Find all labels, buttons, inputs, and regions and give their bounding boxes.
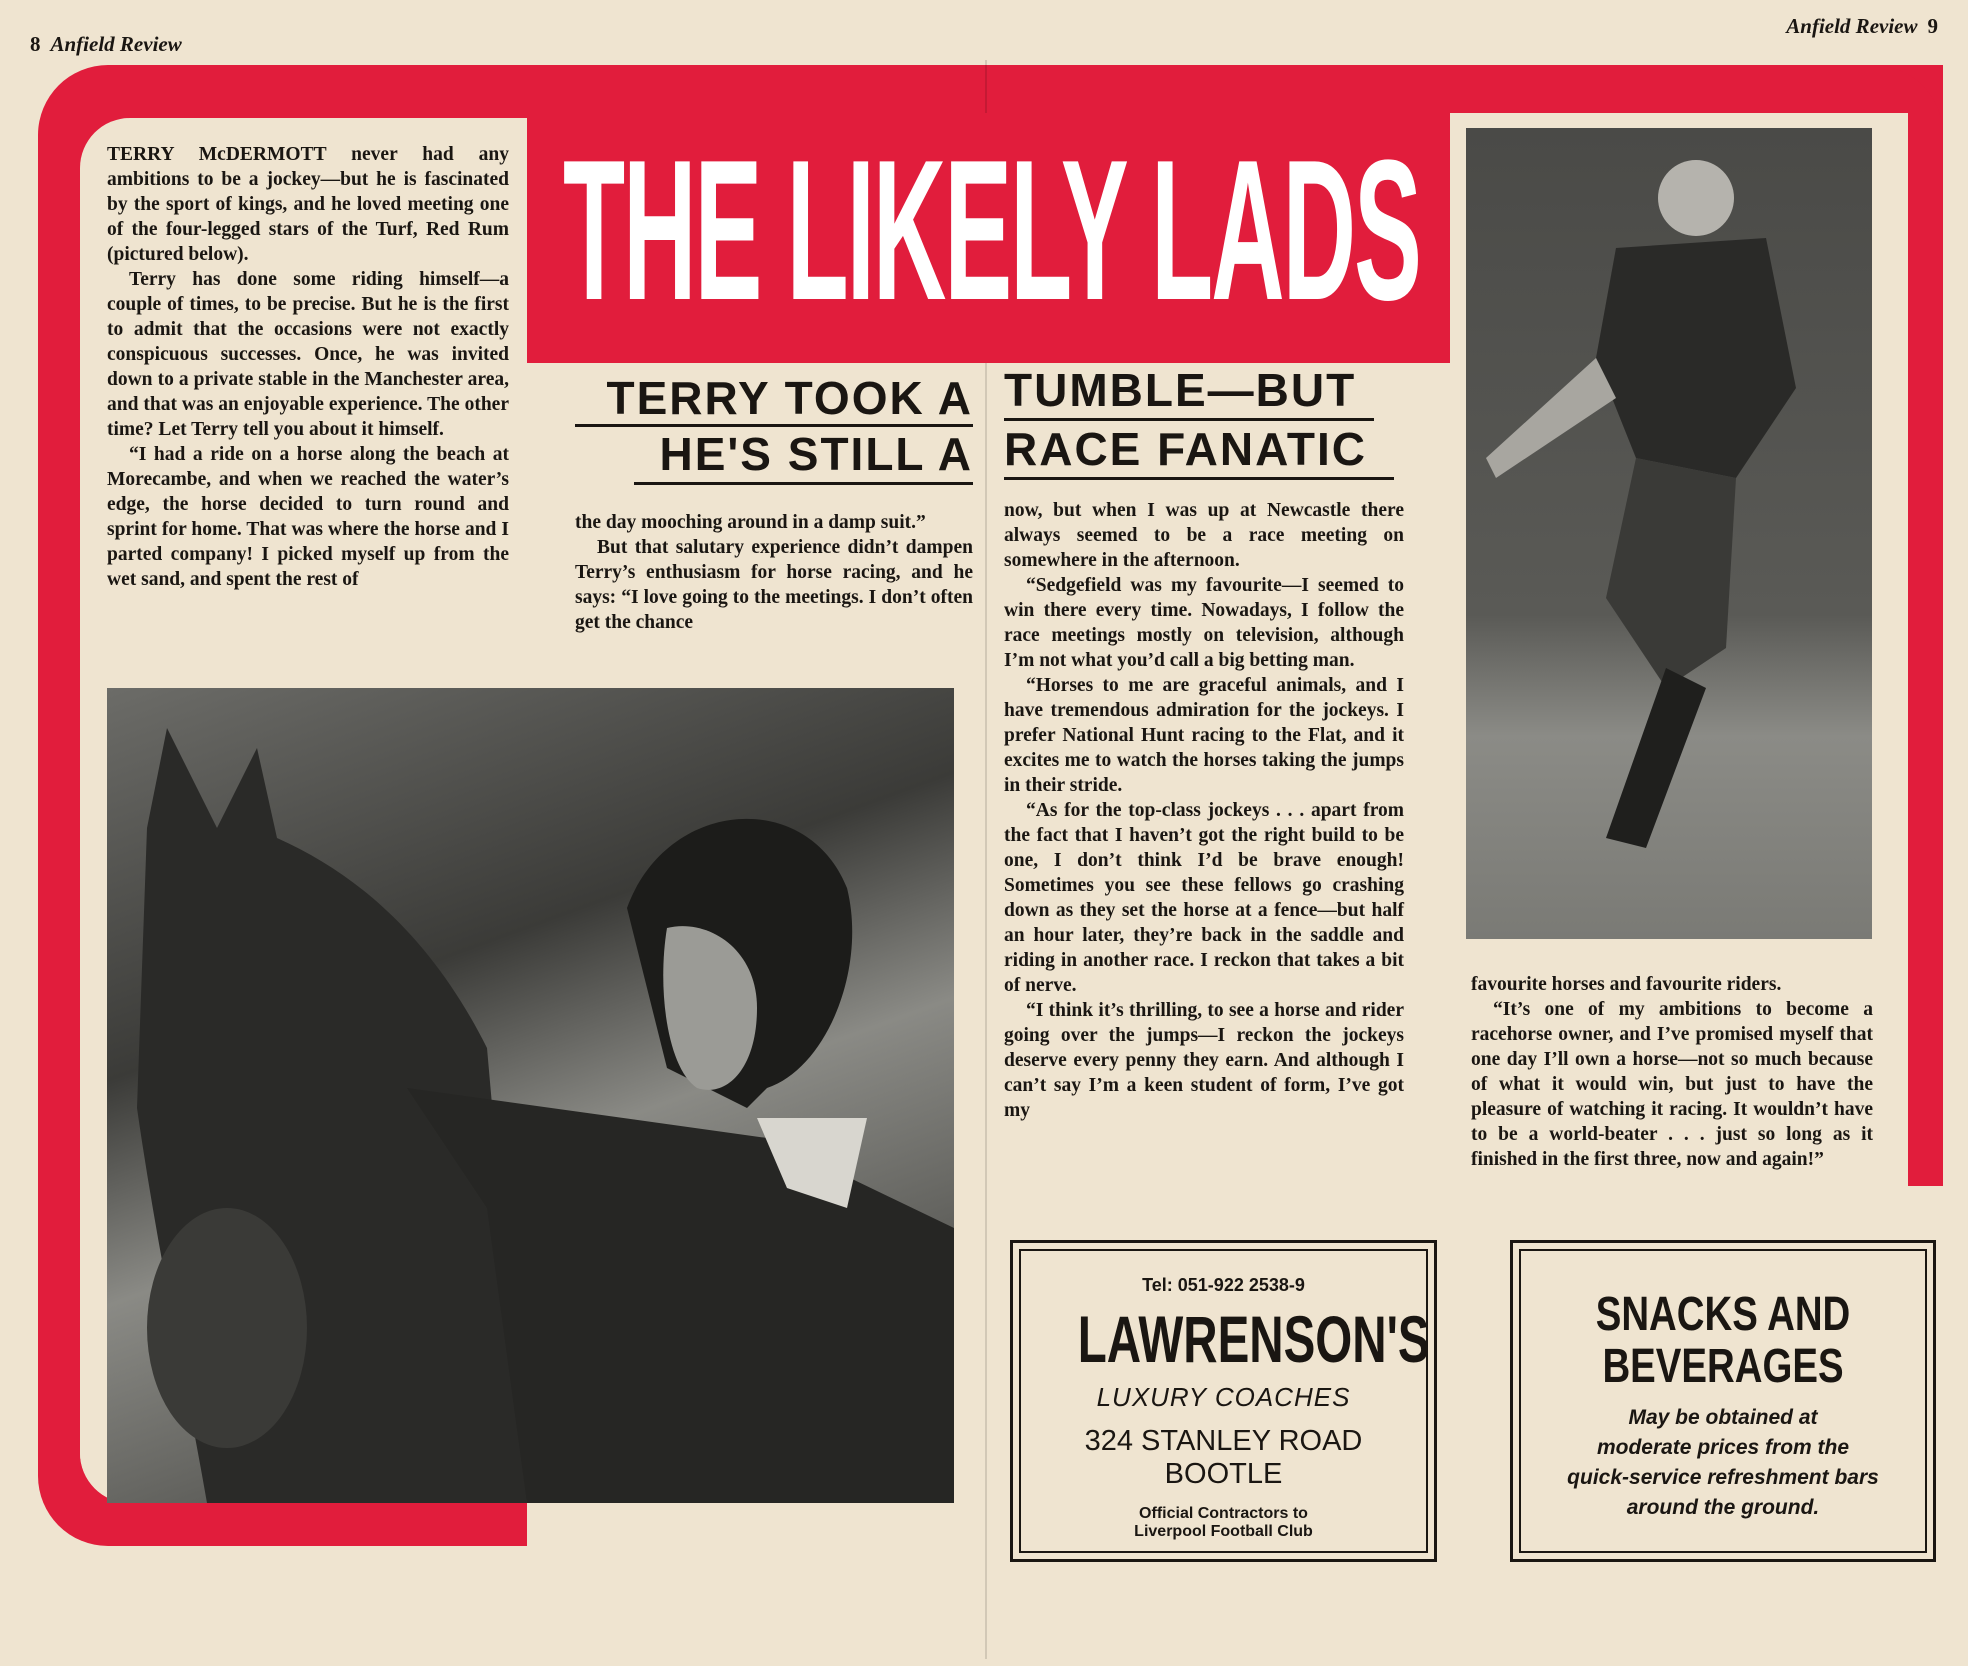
paragraph: “As for the top-class jockeys . . . apart from the fact that I haven’t got the right build to be one, I don’t think I’d be brave enough! Sometimes you see these fellows go crashing down as they set the horse at a fence—but half an hour later, they’re back in the saddle and riding in another race. I reckon that takes a bit of nerve.	[1004, 800, 1404, 996]
ad-footer: Official Contractors to	[1139, 1505, 1308, 1522]
article-column-2	[575, 510, 973, 635]
article-column-1	[107, 142, 509, 592]
ad-title: BEVERAGES	[1602, 1340, 1844, 1393]
subheadline-left-2: HE'S STILL A	[634, 426, 973, 485]
ad-body-line: quick-service refreshment bars	[1567, 1466, 1879, 1489]
paragraph: “I think it’s thrilling, to see a horse and rider going over the jumps—I reckon the jockeys deserve every penny they earn. And although I can’t say I’m a keen student of form, I’ve got my	[1004, 1000, 1404, 1121]
ad-footer: Liverpool Football Club	[1134, 1523, 1313, 1540]
article-column-4	[1471, 972, 1873, 1172]
ad-title: SNACKS AND	[1595, 1288, 1851, 1341]
ad-address-line: BOOTLE	[1164, 1458, 1283, 1490]
ad-lawrensons-coaches	[1010, 1240, 1437, 1562]
ad-telephone: Tel: 051-922 2538-9	[1142, 1275, 1305, 1295]
ad-snacks-beverages	[1510, 1240, 1936, 1562]
paragraph: But that salutary experience didn’t dampen Terry’s enthusiasm for horse racing, and he says: “I love going to the meetings. I don’t often get the chance	[575, 537, 973, 633]
subheadline-right-2: RACE FANATIC	[1004, 421, 1394, 480]
folio-right	[1786, 14, 1948, 39]
paragraph: “Horses to me are graceful animals, and I have tremendous admiration for the jockeys. I prefer National Hunt racing to the Flat, and it excites me to watch the horses taking the jumps in their stride.	[1004, 675, 1404, 796]
paragraph: Terry has done some riding himself—a couple of times, to be precise. But he is the first to admit that the occasions were not exactly conspicuous successes. Once, he was invited down to a private stable in the Manchester area, and that was an enjoyable experience. The other time? Let Terry tell you about it himself.	[107, 269, 509, 440]
ad-address-line: 324 STANLEY ROAD	[1084, 1425, 1363, 1457]
paragraph: “Sedgefield was my favourite—I seemed to win there every time. Nowadays, I follow the race meetings mostly on television, although I’m not what you’d call a big betting man.	[1004, 575, 1404, 671]
article-column-3	[1004, 498, 1404, 1123]
paragraph: “It’s one of my ambitions to become a racehorse owner, and I’ve promised myself that one day I’ll own a horse—not so much because of what it would win, but just to have the pleasure of watching it racing. It wouldn’t have to be a world-beater . . . just so long as it finished in the first three, now and again!”	[1471, 999, 1873, 1170]
paragraph: favourite horses and favourite riders.	[1471, 974, 1782, 995]
subheadline-left-1: TERRY TOOK A	[606, 372, 973, 424]
headline: THE LIKELY LADS	[563, 119, 1420, 342]
photo-terry-with-red-rum	[107, 688, 954, 1503]
folio-left	[20, 32, 182, 57]
publication-title: Anfield Review	[50, 32, 182, 56]
paragraph: the day mooching around in a damp suit.”	[575, 512, 926, 533]
page-number: 9	[1927, 14, 1938, 38]
paragraph: now, but when I was up at Newcastle there always seemed to be a race meeting on somewhere in the afternoon.	[1004, 500, 1404, 571]
ad-tagline: LUXURY COACHES	[1096, 1382, 1351, 1412]
horse-and-man-image	[107, 688, 954, 1503]
ad-body-line: moderate prices from the	[1596, 1436, 1850, 1459]
ad-body-line: around the ground.	[1626, 1496, 1820, 1519]
publication-title: Anfield Review	[1786, 14, 1918, 38]
paragraph: “I had a ride on a horse along the beach at Morecambe, and when we reached the water’s edge, the horse decided to turn round and sprint for home. That was where the horse and I parted company! I picked myself up from the wet sand, and spent the rest of	[107, 444, 509, 590]
footballer-image	[1466, 128, 1872, 939]
page-number: 8	[30, 32, 41, 56]
paragraph: TERRY McDERMOTT never had any ambitions to be a jockey—but he is fascinated by the sport of kings, and he loved meeting one of the four-legged stars of the Turf, Red Rum (pictured below).	[107, 144, 509, 265]
ad-company-name: LAWRENSON'S	[1077, 1302, 1430, 1376]
ad-body-line: May be obtained at	[1628, 1406, 1818, 1429]
photo-terry-playing	[1466, 128, 1872, 939]
headline-banner	[533, 113, 1450, 363]
subheadline-right-1: TUMBLE—BUT	[1004, 364, 1357, 416]
